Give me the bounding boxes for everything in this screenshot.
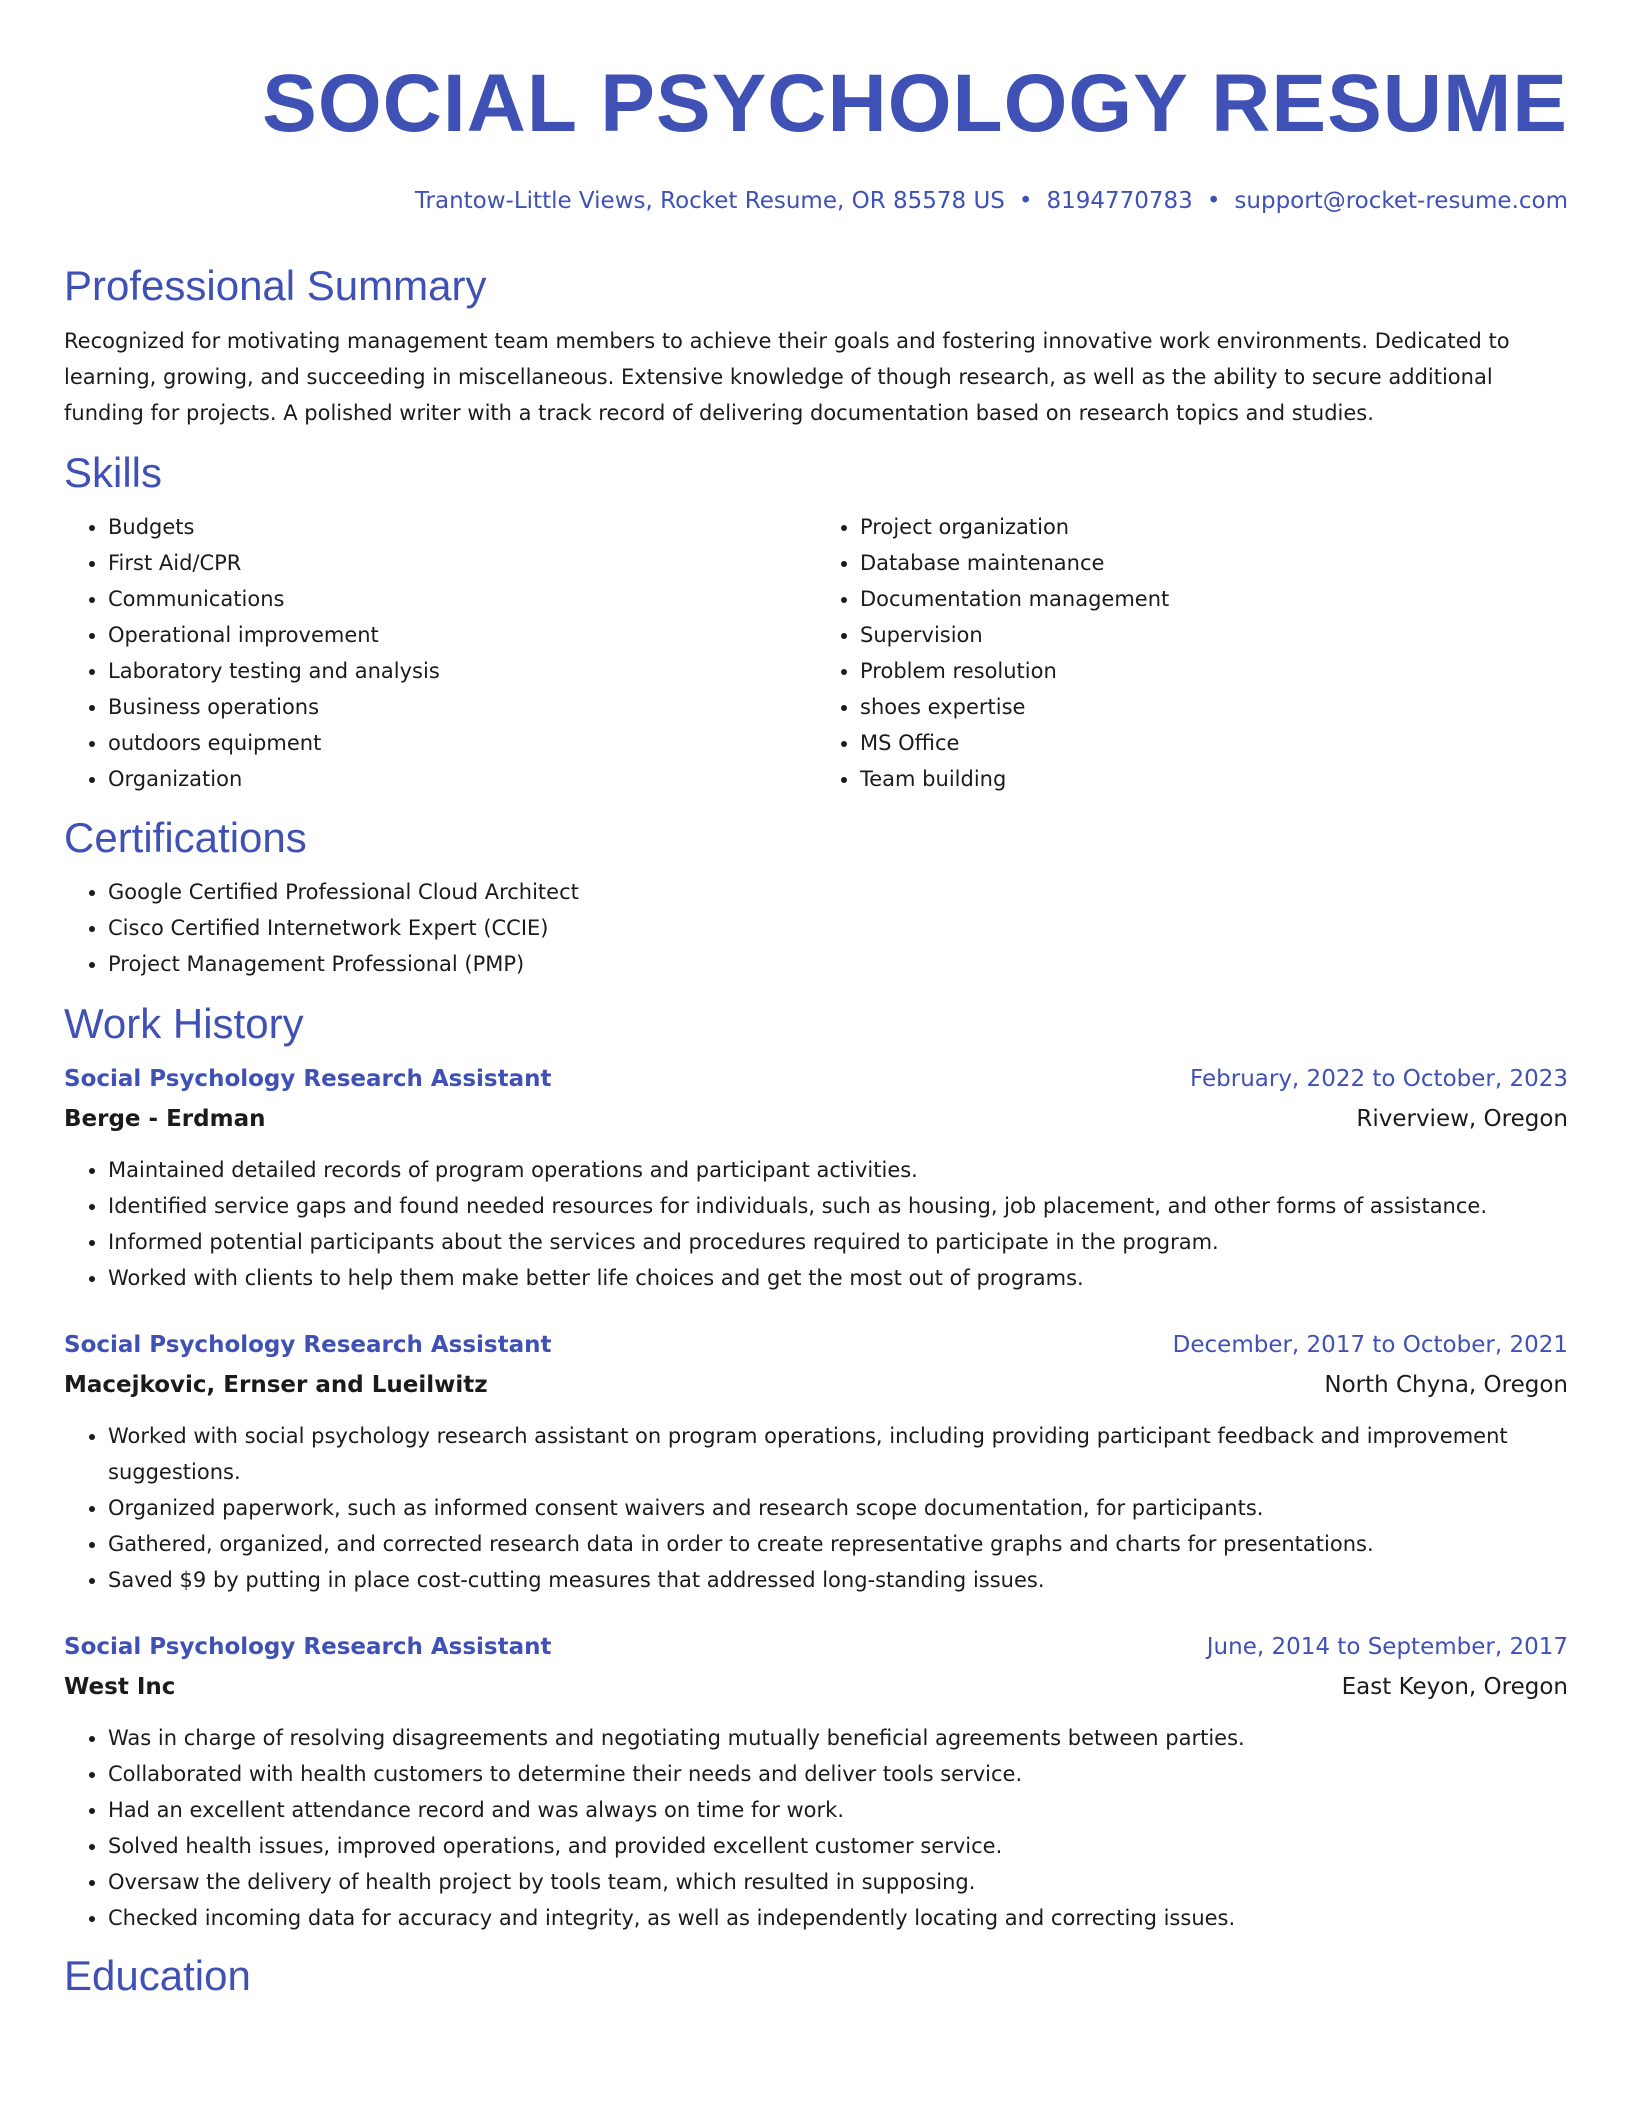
job-title: Social Psychology Research Assistant (64, 1634, 552, 1660)
duty-item: • Solved health issues, improved operations, and provided excellent customer service. (108, 1828, 1568, 1864)
job-dates: February, 2022 to October, 2023 (1190, 1066, 1568, 1092)
contact-separator: • (1018, 188, 1033, 214)
skill-item: • First Aid/CPR (108, 545, 816, 581)
skill-item: • Team building (860, 761, 1568, 797)
skills-heading: Skills (64, 449, 163, 496)
duty-item: • Oversaw the delivery of health project by tools team, which resulted in supposing. (108, 1864, 1568, 1900)
resume-title: SOCIAL PSYCHOLOGY RESUME (262, 58, 1568, 149)
job-company: West Inc (64, 1674, 176, 1700)
certifications-list (64, 874, 1568, 982)
job-company: Macejkovic, Ernser and Lueilwitz (64, 1372, 488, 1398)
skill-item: • Problem resolution (860, 653, 1568, 689)
job-duties (64, 1152, 1568, 1296)
job-entry (64, 1059, 1568, 1296)
skills-list (64, 509, 1568, 797)
job-entry (64, 1627, 1568, 1936)
job-dates: December, 2017 to October, 2021 (1172, 1332, 1568, 1358)
summary-text: Recognized for motivating management team members to achieve their goals and fostering innovative work environments. Dedicated to learning, growing, and succeeding in miscellaneous. Extensive knowledge of though research, as well as the ability to secure additional funding for projects. A polished writer with a track record of delivering documentation based on research topics and studies. (64, 329, 1510, 425)
job-location: Riverview, Oregon (1356, 1106, 1568, 1132)
skill-item: • outdoors equipment (108, 725, 816, 761)
duty-item: • Checked incoming data for accuracy and integrity, as well as independently locating and correcting issues. (108, 1900, 1568, 1936)
skill-item: • shoes expertise (860, 689, 1568, 725)
job-entry (64, 1325, 1568, 1598)
work-history-heading: Work History (64, 1000, 304, 1047)
contact-phone: 8194770783 (1046, 188, 1193, 214)
skills-column-left (64, 509, 816, 797)
contact-email: support@rocket-resume.com (1234, 188, 1568, 214)
certification-item: • Cisco Certified Internetwork Expert (CCIE) (108, 910, 1568, 946)
certification-item: • Project Management Professional (PMP) (108, 946, 1568, 982)
job-duties (64, 1418, 1568, 1598)
skill-item: • Database maintenance (860, 545, 1568, 581)
certification-item: • Google Certified Professional Cloud Architect (108, 874, 1568, 910)
duty-item: • Collaborated with health customers to determine their needs and deliver tools service. (108, 1756, 1568, 1792)
duty-item: • Organized paperwork, such as informed consent waivers and research scope documentation, for participants. (108, 1490, 1568, 1526)
job-company: Berge - Erdman (64, 1106, 266, 1132)
certifications-heading: Certifications (64, 814, 307, 861)
summary-heading: Professional Summary (64, 262, 487, 309)
contact-address: Trantow-Little Views, Rocket Resume, OR 85578 US (414, 188, 1005, 214)
education-heading: Education (64, 1952, 251, 1999)
skills-column-right (816, 509, 1568, 797)
duty-item: • Identified service gaps and found needed resources for individuals, such as housing, job placement, and other forms of assistance. (108, 1188, 1568, 1224)
skill-item: • Business operations (108, 689, 816, 725)
skill-item: • Budgets (108, 509, 816, 545)
duty-item: • Saved $9 by putting in place cost-cutting measures that addressed long-standing issues. (108, 1562, 1568, 1598)
duty-item: • Maintained detailed records of program operations and participant activities. (108, 1152, 1568, 1188)
job-title: Social Psychology Research Assistant (64, 1332, 552, 1358)
skill-item: • Operational improvement (108, 617, 816, 653)
skill-item: • Supervision (860, 617, 1568, 653)
job-duties (64, 1720, 1568, 1936)
duty-item: • Gathered, organized, and corrected research data in order to create representative graphs and charts for presentations. (108, 1526, 1568, 1562)
job-location: North Chyna, Oregon (1324, 1372, 1568, 1398)
job-title: Social Psychology Research Assistant (64, 1066, 552, 1092)
duty-item: • Worked with clients to help them make better life choices and get the most out of programs. (108, 1260, 1568, 1296)
skill-item: • Organization (108, 761, 816, 797)
contact-separator: • (1206, 188, 1221, 214)
skill-item: • Laboratory testing and analysis (108, 653, 816, 689)
duty-item: • Was in charge of resolving disagreements and negotiating mutually beneficial agreements between parties. (108, 1720, 1568, 1756)
skill-item: • Documentation management (860, 581, 1568, 617)
contact-line (64, 187, 1568, 215)
skill-item: • Communications (108, 581, 816, 617)
skill-item: • MS Office (860, 725, 1568, 761)
job-location: East Keyon, Oregon (1341, 1674, 1568, 1700)
skill-item: • Project organization (860, 509, 1568, 545)
duty-item: • Informed potential participants about the services and procedures required to participate in the program. (108, 1224, 1568, 1260)
duty-item: • Had an excellent attendance record and was always on time for work. (108, 1792, 1568, 1828)
job-dates: June, 2014 to September, 2017 (1206, 1634, 1568, 1660)
duty-item: • Worked with social psychology research assistant on program operations, including providing participant feedback and improvement suggestions. (108, 1418, 1568, 1490)
